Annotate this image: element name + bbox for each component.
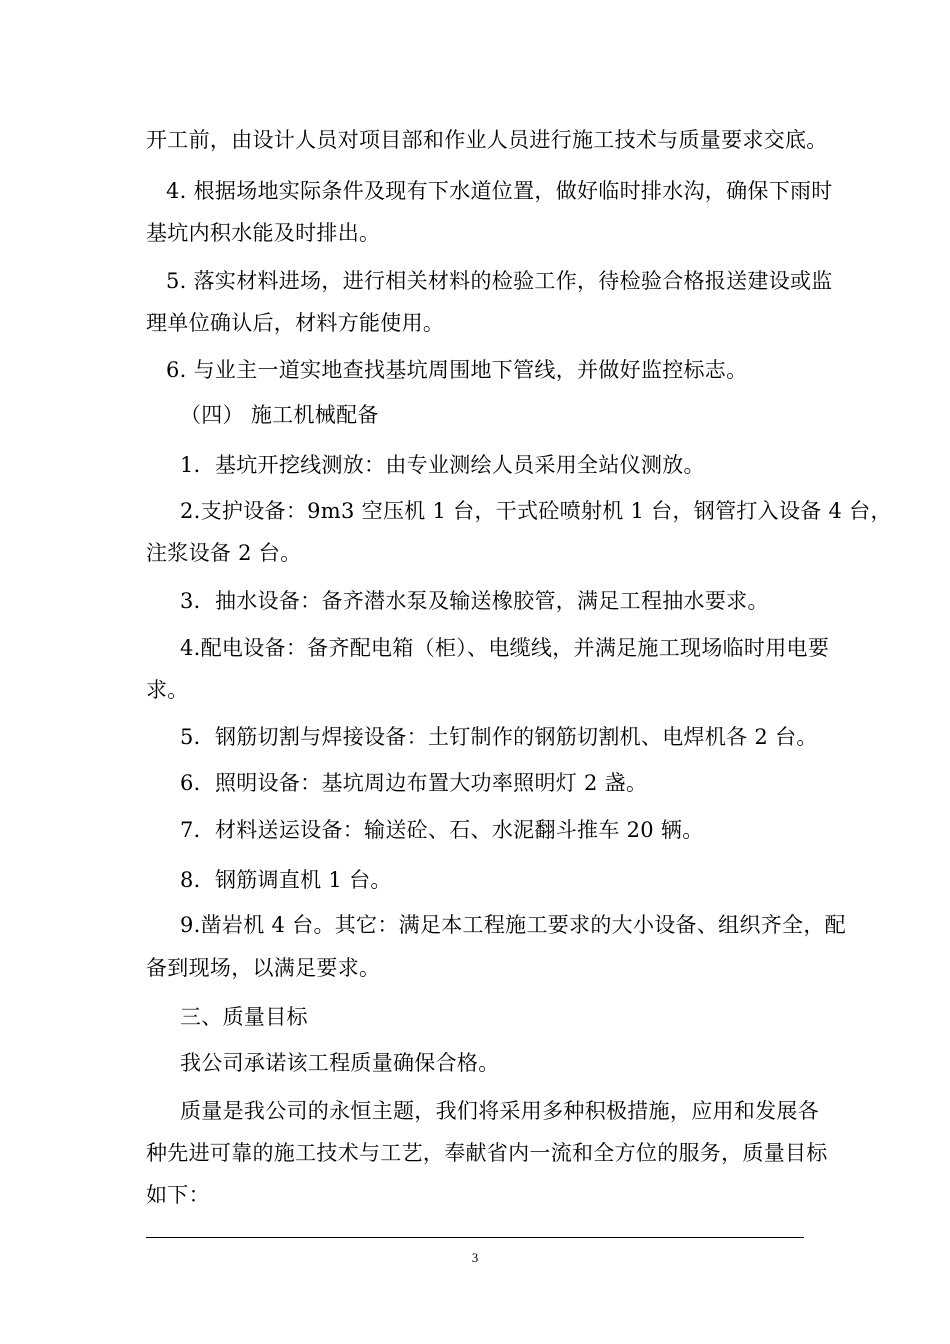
text-line: 质量是我公司的永恒主题，我们将采用多种积极措施，应用和发展各: [180, 1099, 819, 1123]
text-line: 种先进可靠的施工技术与工艺，奉献省内一流和全方位的服务，质量目标: [146, 1141, 828, 1165]
footer-divider: [146, 1237, 804, 1238]
text-line: 5．钢筋切割与焊接设备：土钉制作的钢筋切割机、电焊机各 2 台。: [180, 725, 818, 749]
text-line: 6．照明设备：基坑周边布置大功率照明灯 2 盏。: [180, 771, 648, 795]
text-line: 4.配电设备：备齐配电箱（柜）、电缆线，并满足施工现场临时用电要: [180, 636, 830, 660]
text-line: 5. 落实材料进场，进行相关材料的检验工作，待检验合格报送建设或监: [166, 269, 833, 293]
text-line: 3．抽水设备：备齐潜水泵及输送橡胶管，满足工程抽水要求。: [180, 589, 769, 613]
text-line: 理单位确认后，材料方能使用。: [146, 311, 445, 335]
text-line: 1．基坑开挖线测放：由专业测绘人员采用全站仪测放。: [180, 453, 705, 477]
text-line: 基坑内积水能及时排出。: [146, 221, 381, 245]
text-line: 4. 根据场地实际条件及现有下水道位置，做好临时排水沟，确保下雨时: [166, 179, 833, 203]
text-line: 如下：: [146, 1183, 210, 1207]
page-number: 3: [471, 1250, 479, 1265]
text-line: 8．钢筋调直机 1 台。: [180, 868, 392, 892]
text-line: 求。: [146, 678, 189, 702]
text-line: 9.凿岩机 4 台。其它：满足本工程施工要求的大小设备、组织齐全，配: [180, 913, 846, 937]
text-line: 2.支护设备：9m3 空压机 1 台，干式砼喷射机 1 台，钢管打入设备 4 台，: [180, 499, 892, 523]
text-line: 备到现场，以满足要求。: [146, 956, 381, 980]
text-line: 开工前，由设计人员对项目部和作业人员进行施工技术与质量要求交底。: [146, 128, 828, 152]
section-heading: 三、质量目标: [180, 1005, 308, 1029]
text-line: 我公司承诺该工程质量确保合格。: [180, 1051, 500, 1075]
text-line: 注浆设备 2 台。: [146, 541, 302, 565]
text-line: 7．材料送运设备：输送砼、石、水泥翻斗推车 20 辆。: [180, 818, 704, 842]
section-heading: （四） 施工机械配备: [180, 403, 379, 427]
text-line: 6. 与业主一道实地查找基坑周围地下管线，并做好监控标志。: [166, 358, 748, 382]
